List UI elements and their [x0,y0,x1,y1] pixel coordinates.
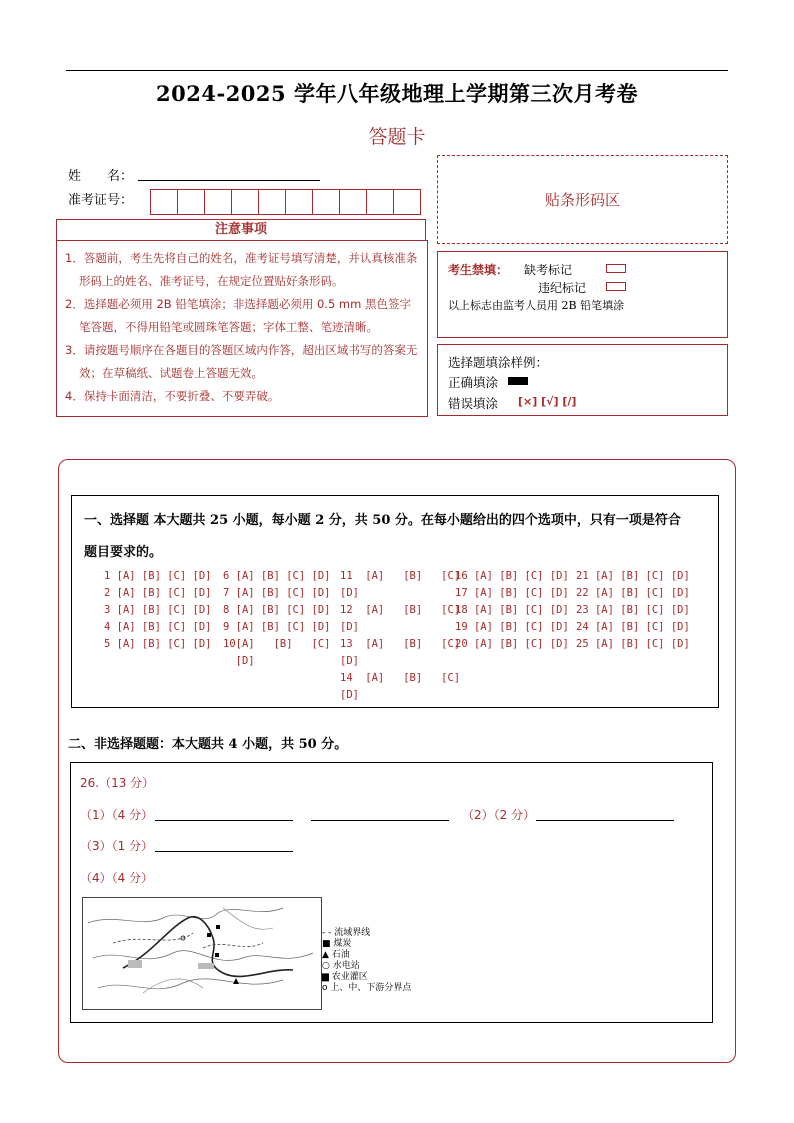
answer-sheet-subtitle: 答题卡 [368,126,426,148]
mcq-column-1[interactable] [104,568,211,653]
mcq-row[interactable]: 10[A] [B] [C] [223,638,331,650]
top-rule [66,70,728,71]
notice-heading: 注意事项 [56,219,426,241]
id-label: 准考证号： [68,193,134,208]
q26-part3-line[interactable] [155,851,293,852]
mcq-row[interactable]: 17 [A] [B] [C] [D] [455,587,569,599]
q26-part4-label: （4）（4 分） [80,871,154,885]
mcq-row[interactable]: 16 [A] [B] [C] [D] [455,570,569,582]
sample-title: 选择题填涂样例： [448,355,549,370]
mcq-row[interactable]: 23 [A] [B] [C] [D] [576,604,690,616]
examinee-forbidden-box [437,251,728,338]
map-legend [322,928,411,994]
mcq-row[interactable]: 12 [A] [B] [C] [340,604,461,616]
mcq-row[interactable]: 7 [A] [B] [C] [D] [223,587,331,599]
mcq-row[interactable]: 25 [A] [B] [C] [D] [576,638,690,650]
correct-fill-label: 正确填涂 [448,375,499,390]
wrong-fill-label: 错误填涂 [448,396,499,411]
wrong-fill-samples: [×] [√] [/] [518,395,577,408]
q26-part1-line-a[interactable] [155,820,293,821]
mcq-row[interactable]: 21 [A] [B] [C] [D] [576,570,690,582]
forbid-label: 考生禁填： [448,263,509,277]
id-digit-box[interactable] [231,189,259,215]
correct-fill-sample [508,377,528,385]
mcq-row[interactable]: 14 [A] [B] [C] [340,672,461,684]
mcq-heading-line2: 题目要求的。 [84,545,163,560]
mcq-row[interactable]: [D] [340,587,359,599]
legend-oil: ▲ 石油 [322,950,350,960]
fill-sample-box [437,344,728,416]
absent-mark-box[interactable] [606,264,626,273]
notice-item-2: 2．选择题必须用 2B 铅笔填涂；非选择题必须用 0.5 mm 黑色签字笔答题，不得用铅笔或圆珠笔答题；字体工整、笔迹清晰。 [65,297,411,334]
exam-id-boxes[interactable] [151,189,421,215]
mcq-row[interactable]: 6 [A] [B] [C] [D] [223,570,331,582]
notice-item-4: 4．保持卡面清洁，不要折叠、不要弄破。 [65,389,280,403]
mcq-row[interactable]: 18 [A] [B] [C] [D] [455,604,569,616]
id-digit-box[interactable] [204,189,232,215]
legend-coal: ■ 煤炭 [322,939,352,949]
notice-box [56,240,428,417]
mcq-row[interactable]: 11 [A] [B] [C] [340,570,461,582]
mcq-row[interactable]: [D] [340,689,359,701]
forbid-note: 以上标志由监考人员用 2B 铅笔填涂 [448,299,625,312]
mcq-row[interactable]: 2 [A] [B] [C] [D] [104,587,212,599]
mcq-column-2[interactable] [223,568,330,670]
mcq-row[interactable]: 13 [A] [B] [C] [340,638,461,650]
legend-hydropower: ○ 水电站 [322,961,360,971]
q26-part1-label: （1）（4 分） [80,808,154,822]
id-digit-box[interactable] [393,189,421,215]
id-digit-box[interactable] [312,189,340,215]
notice-item-3: 3．请按题号顺序在各题目的答题区域内作答，超出区域书写的答案无效；在草稿纸、试题卷上答题无效。 [65,343,418,380]
mcq-row[interactable]: [D] [340,621,359,633]
page-title: 2024-2025 学年八年级地理上学期第三次月考卷 [156,81,638,106]
mcq-row[interactable]: 24 [A] [B] [C] [D] [576,621,690,633]
q26-part2-label: （2）（2 分） [462,808,536,822]
yellow-river-map [82,897,322,1010]
legend-basin-boundary: - - 流域界线 [322,928,371,938]
mcq-row[interactable]: [D] [223,655,255,667]
legend-irrigation: ▆ 农业灌区 [322,972,368,982]
q26-part1-line-b[interactable] [311,820,449,821]
q26-part2-line[interactable] [536,820,674,821]
mcq-heading [84,505,714,569]
mcq-heading-line1: 一、选择题 本大题共 25 小题，每小题 2 分，共 50 分。在每小题给出的四个选项中，只有一项是符合 [84,513,681,528]
name-field[interactable] [138,180,320,181]
q26-title: 26.（13 分） [80,776,155,790]
id-digit-box[interactable] [150,189,178,215]
violation-mark-box[interactable] [606,282,626,291]
mcq-column-5[interactable] [576,568,690,653]
mcq-row[interactable]: 9 [A] [B] [C] [D] [223,621,331,633]
id-digit-box[interactable] [258,189,286,215]
barcode-label: 贴条形码区 [544,191,620,209]
legend-division-point: o 上、中、下游分界点 [322,983,412,993]
mcq-row[interactable]: [D] [340,655,359,667]
mcq-row[interactable]: 22 [A] [B] [C] [D] [576,587,690,599]
absent-mark-label: 缺考标记 [524,263,573,277]
mcq-row[interactable]: 19 [A] [B] [C] [D] [455,621,569,633]
id-digit-box[interactable] [339,189,367,215]
q26-part3-label: （3）（1 分） [80,839,154,853]
mcq-row[interactable]: 5 [A] [B] [C] [D] [104,638,212,650]
map-drawing [83,898,321,1009]
section2-heading: 二、非选择题题：本大题共 4 小题，共 50 分。 [68,737,348,752]
mcq-row[interactable]: 4 [A] [B] [C] [D] [104,621,212,633]
mcq-row[interactable]: 1 [A] [B] [C] [D] [104,570,212,582]
mcq-row[interactable]: 8 [A] [B] [C] [D] [223,604,331,616]
id-digit-box[interactable] [177,189,205,215]
name-label: 姓 名： [68,169,134,184]
mcq-row[interactable]: 20 [A] [B] [C] [D] [455,638,569,650]
violation-mark-label: 违纪标记 [538,281,587,295]
mcq-row[interactable]: 3 [A] [B] [C] [D] [104,604,212,616]
barcode-area [437,155,728,244]
id-digit-box[interactable] [285,189,313,215]
id-digit-box[interactable] [366,189,394,215]
notice-item-1: 1．答题前，考生先将自己的姓名，准考证号填写清楚，并认真核准条形码上的姓名、准考证号，在规定位置贴好条形码。 [65,251,418,288]
mcq-column-4[interactable] [455,568,569,653]
mcq-column-3[interactable] [340,568,460,704]
